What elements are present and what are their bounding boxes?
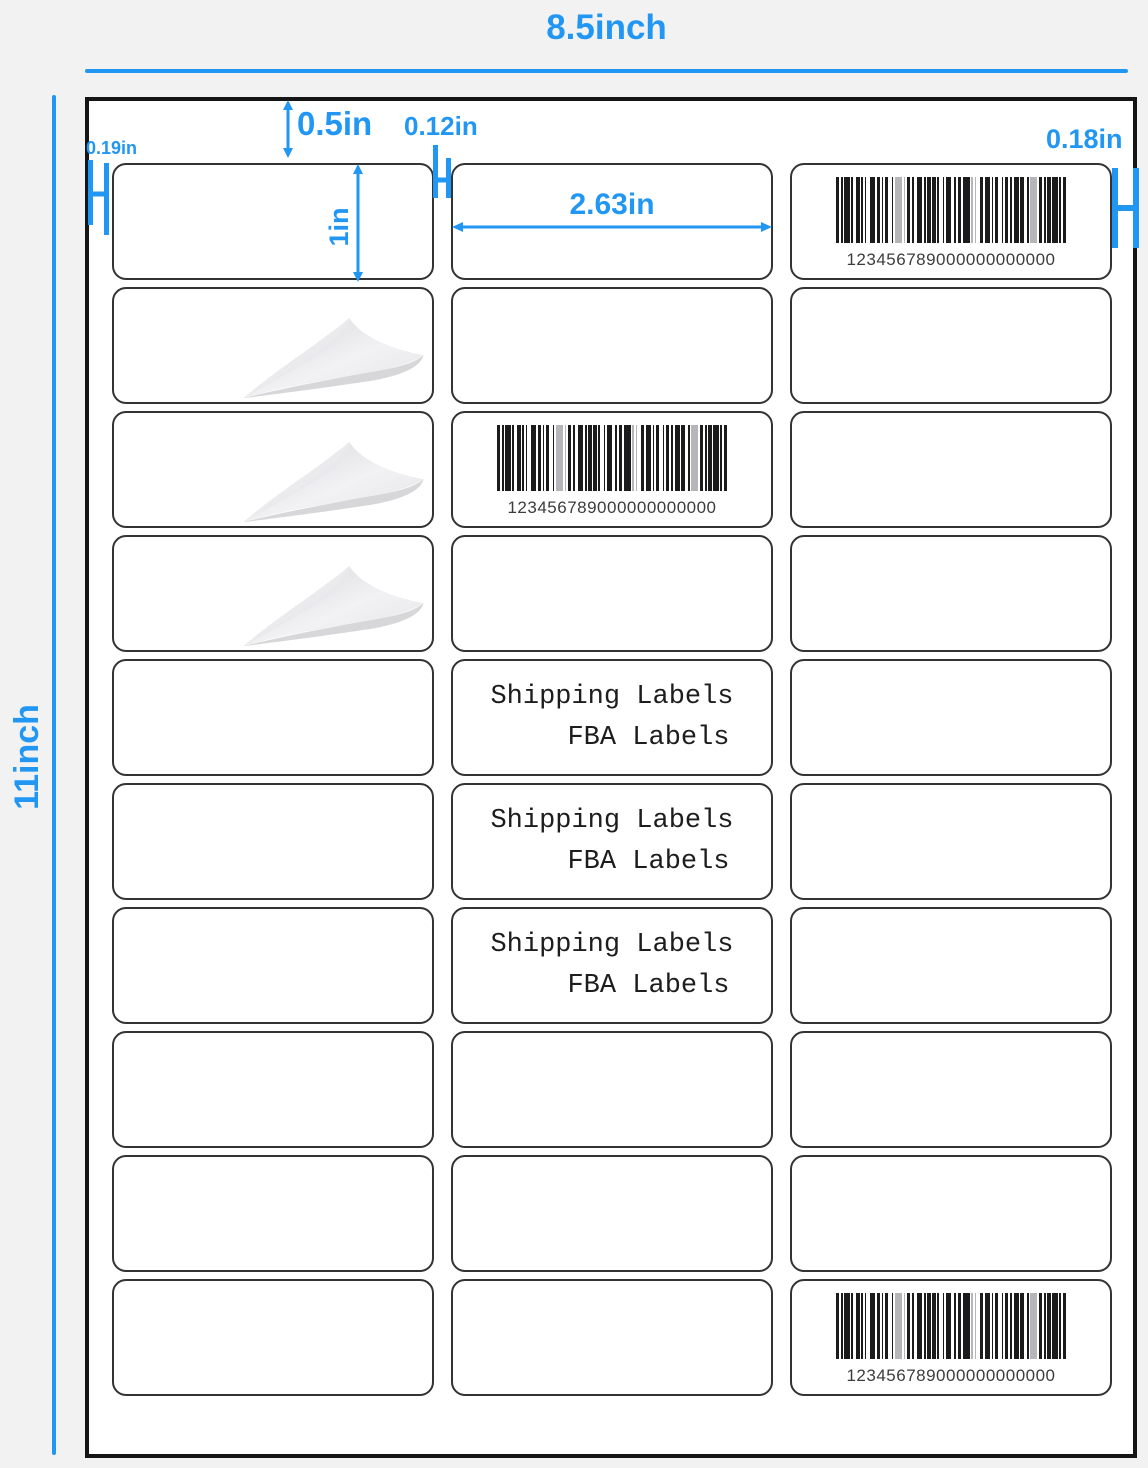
blank-label xyxy=(112,907,434,1024)
top-margin-value: 0.5in xyxy=(297,105,373,142)
blank-label xyxy=(451,1279,773,1396)
column-gap-value: 0.12in xyxy=(404,111,478,141)
barcode-number: 123456789000000000000 xyxy=(846,1366,1056,1385)
fba-labels-text: FBA Labels xyxy=(567,846,730,877)
label-width-arrow xyxy=(452,219,772,235)
barcode-number: 123456789000000000000 xyxy=(846,250,1056,269)
right-margin-value: 0.18in xyxy=(1046,124,1123,154)
height-rule-line xyxy=(52,95,56,1455)
barcode-number: 123456789000000000000 xyxy=(507,498,717,517)
blank-label xyxy=(112,1155,434,1272)
column-gap-bracket xyxy=(431,143,453,200)
blank-label xyxy=(790,1155,1112,1272)
label-width-value: 2.63in xyxy=(569,188,655,221)
text-label xyxy=(451,783,773,900)
peel-label xyxy=(112,535,434,652)
label-text-block xyxy=(490,925,733,1007)
blank-label xyxy=(451,287,773,404)
barcode-label xyxy=(790,163,1112,280)
fba-labels-text: FBA Labels xyxy=(567,722,730,753)
text-label xyxy=(451,907,773,1024)
barcode xyxy=(792,165,1110,280)
peel-label xyxy=(112,287,434,404)
shipping-labels-text: Shipping Labels xyxy=(490,805,734,836)
right-margin-bracket xyxy=(1110,166,1142,250)
blank-label xyxy=(451,1155,773,1272)
barcode xyxy=(792,1281,1110,1396)
barcode-bars xyxy=(836,1293,1066,1359)
peeling-corner xyxy=(239,312,430,400)
text-label xyxy=(451,659,773,776)
left-margin-bracket xyxy=(87,158,111,238)
shipping-labels-text: Shipping Labels xyxy=(490,681,734,712)
blank-label xyxy=(790,783,1112,900)
blank-label xyxy=(112,659,434,776)
blank-label xyxy=(790,659,1112,776)
label-grid xyxy=(112,163,1112,1396)
barcode xyxy=(453,413,771,528)
blank-label xyxy=(790,287,1112,404)
blank-label xyxy=(790,411,1112,528)
blank-label xyxy=(451,535,773,652)
sheet-height-label: 11inch xyxy=(8,704,46,810)
blank-label xyxy=(112,163,434,280)
sheet-width-label: 8.5inch xyxy=(546,8,667,47)
blank-label xyxy=(790,907,1112,1024)
blank-label xyxy=(790,1031,1112,1148)
top-margin-arrow xyxy=(279,100,297,158)
barcode-bars xyxy=(836,177,1066,243)
blank-label xyxy=(451,1031,773,1148)
label-height-value: 1in xyxy=(324,207,354,247)
peeling-corner xyxy=(239,436,430,524)
fba-labels-text: FBA Labels xyxy=(567,970,730,1001)
blank-label xyxy=(112,1279,434,1396)
blank-label xyxy=(790,535,1112,652)
barcode-label xyxy=(451,411,773,528)
width-rule-line xyxy=(85,69,1128,73)
blank-label xyxy=(112,1031,434,1148)
label-sheet xyxy=(85,97,1137,1458)
label-text-block xyxy=(490,677,733,759)
peeling-corner xyxy=(239,560,430,648)
left-margin-value: 0.19in xyxy=(86,138,138,158)
blank-label xyxy=(112,783,434,900)
shipping-labels-text: Shipping Labels xyxy=(490,929,734,960)
peel-label xyxy=(112,411,434,528)
barcode-bars xyxy=(497,425,727,491)
barcode-label xyxy=(790,1279,1112,1396)
label-text-block xyxy=(490,801,733,883)
